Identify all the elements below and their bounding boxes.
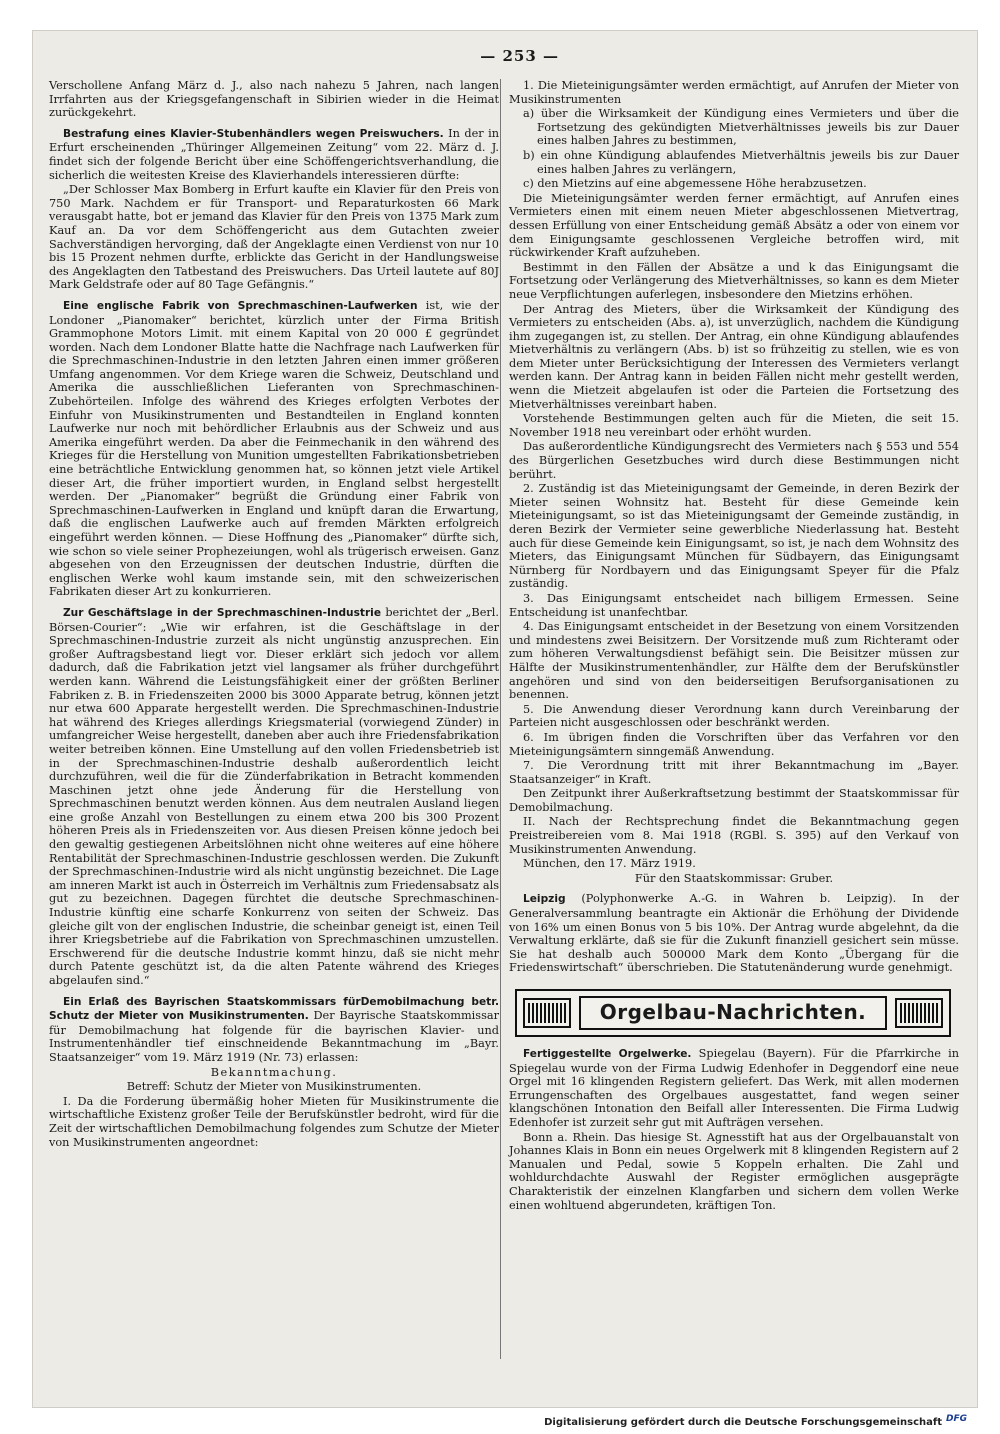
- paragraph: Vorstehende Bestimmungen gelten auch für die Mieten, die seit 15. November 1918 neu vereinbart oder erhöht wurden.: [509, 412, 959, 439]
- ornament-icon: [895, 998, 943, 1028]
- article-text: In der in Erfurt erscheinenden „Thüringer Allgemeinen Zeitung“ vom 22. März d. J. findet sich der folgende Bericht über eine Schöffengerichtsverhandlung, die sicherlich die weitesten Kreise des Klavierhandels interessieren dürfte:: [49, 126, 499, 182]
- list-item: c) den Mietzins auf eine abgemessene Höhe herabzusetzen.: [523, 177, 867, 191]
- article-heading: Zur Geschäftslage in der Sprechmaschinen-Industrie: [63, 606, 381, 619]
- scanned-page: [32, 30, 978, 1408]
- paragraph: Das außerordentliche Kündigungsrecht des Vermieters nach § 553 und 554 des Bürgerlichen Gesetzbuches wird durch diese Bestimmungen nicht berührt.: [509, 440, 959, 481]
- article-erlass: [49, 995, 499, 1065]
- paragraph: Der Antrag des Mieters, über die Wirksamkeit der Kündigung des Vermieters zu entscheiden (Abs. a), ist unverzüglich, nachdem die Kündigung ihm zugegangen ist, zu stellen. Der Antrag, ein ohne Kündigung ablaufendes Mietverhältnis zu verlängern (Abs. b) ist so frühzeitig zu stellen, wie es von dem Mieter unter Berücksichtigung der Interessen des Vermieters verlangt werden kann. Der Antrag kann in beiden Fällen nicht mehr gestellt werden, wenn die Mietzeit abgelaufen ist oder die Parteien die Fortsetzung des Mietverhältnisses vereinbart haben.: [509, 302, 959, 411]
- paragraph: 5. Die Anwendung dieser Verordnung kann durch Vereinbarung der Parteien nicht ausgeschlossen oder beschränkt werden.: [509, 702, 959, 730]
- column-divider: [500, 79, 501, 1359]
- paragraph: 6. Im übrigen finden die Vorschriften über das Verfahren vor den Mieteinigungsämtern sinngemäß Anwendung.: [509, 730, 959, 758]
- section-title: Orgelbau-Nachrichten.: [579, 996, 887, 1030]
- paragraph: 7. Die Verordnung tritt mit ihrer Bekanntmachung im „Bayer. Staatsanzeiger“ in Kraft.: [509, 759, 959, 786]
- dfg-logo: DFG: [946, 1414, 968, 1424]
- page-number: — 253 —: [480, 47, 559, 65]
- digitization-credit: Digitalisierung gefördert durch die Deutsche Forschungsgemeinschaft: [544, 1417, 942, 1428]
- paragraph: 2. Zuständig ist das Mieteinigungsamt der Gemeinde, in deren Bezirk der Mieter seinen Wohnsitz hat. Besteht für diese Gemeinde kein Mieteinigungsamt, so ist das Mieteinigungsamt der Gemeinde zuständig, in deren Bezirk der Vermieter seine gewerbliche Niederlassung hat. Besteht auch für diese Gemeinde kein Einigungsamt, so ist, je nach dem Wohnsitz des Mieters, das Einigungsamt München für Südbayern, das Einigungsamt Nürnberg für Nordbayern und das Einigungsamt Speyer für die Pfalz zuständig.: [509, 482, 959, 591]
- article-heading: Leipzig: [523, 893, 566, 906]
- left-column: [49, 79, 499, 1150]
- paragraph: Bestimmt in den Fällen der Absätze a und k das Einigungsamt die Fortsetzung oder Verlängerung des Mietverhältnisses, so kann es dem Mieter neue Verpflichtungen auferlegen, insbesondere den Mietzins erhöhen.: [509, 260, 959, 301]
- paragraph: Verschollene Anfang März d. J., also nach nahezu 5 Jahren, nach langen Irrfahrten aus der Kriegsgefangenschaft in Sibirien wieder in die Heimat zurückgekehrt.: [49, 79, 499, 120]
- paragraph: I. Da die Forderung übermäßig hoher Mieten für Musikinstrumente die wirtschaftliche Existenz großer Teile der Berufskünstler bedroht, wird für die Zeit der wirtschaftlichen Demobilmachung folgendes zum Schutze der Mieter von Musikinstrumenten angeordnet:: [49, 1094, 499, 1149]
- paragraph: II. Nach der Rechtsprechung findet die Bekanntmachung gegen Preistreibereien vom 8. Mai 1918 (RGBl. S. 395) auf den Verkauf von Musikinstrumenten Anwendung.: [509, 815, 959, 856]
- article-heading: Ein Erlaß des Bayrischen Staatskommissars fürDemobilmachung betr. Schutz der Mieter von Musikinstrumenten.: [49, 995, 499, 1023]
- article-text: Spiegelau (Bayern). Für die Pfarrkirche in Spiegelau wurde von der Firma Ludwig Edenhofer in Deggendorf eine neue Orgel mit 16 klingenden Registern geliefert. Das Werk, mit allen modernen Errungenschaften des Orgelbaues ausgestattet, fand wegen seiner klangschönen Intonation den Beifall aller Interessenten. Die Firma Ludwig Edenhofer ist zurzeit sehr gut mit Aufträgen versehen.: [509, 1047, 959, 1129]
- article-heading: Bestrafung eines Klavier-Stubenhändlers wegen Preiswuchers.: [63, 127, 444, 140]
- article-englische-fabrik: [49, 299, 499, 599]
- paragraph: Bonn a. Rhein. Das hiesige St. Agnesstift hat aus der Orgelbauanstalt von Johannes Klais in Bonn ein neues Orgelwerk mit 8 klingenden Registern auf 2 Manualen und Pedal, sowie 5 Koppeln erhalten. Die Zahl und wohldurchdachte Auswahl der Register ermöglichen ausgeprägte Charakteristik der einzelnen Klangfarben und sichern dem vollen Werke einen wohltuend abgerundeten, kräftigen Ton.: [509, 1130, 959, 1212]
- signature-line: Für den Staatskommissar: Gruber.: [634, 871, 834, 885]
- article-orgelwerke: [509, 1047, 959, 1130]
- article-heading: Fertiggestellte Orgelwerke.: [523, 1048, 692, 1060]
- article-klavier-preiswucher: [49, 127, 499, 182]
- paragraph: 3. Das Einigungsamt entscheidet nach billigem Ermessen. Seine Entscheidung ist unanfechtbar.: [509, 591, 959, 619]
- article-leipzig: [509, 892, 959, 975]
- article-text: ist, wie der Londoner „Pianomaker“ berichtet, kürzlich unter der Firma British Grammophone Motors Limit. mit einem Kapital von 20 000 £ gegründet worden. Nach dem Londoner Blatte hatte die Nachfrage nach Laufwerken für die Sprechmaschinen-Industrie in den letzten Jahren einen immer größeren Umfang angenommen. Vor dem Kriege waren die Schweiz, Deutschland und Amerika die ausschließlichen Lieferanten von Sprechmaschinen-Zubehörteilen. Infolge des während des Krieges erfolgten Verbotes der Einfuhr von Musikinstrumenten und Bestandteilen in England konnten Laufwerke nur noch mit behördlicher Erlaubnis aus der Schweiz und aus Amerika eingeführt werden. Da aber die Feinmechanik in den während des Krieges für die Herstellung von Munition umgestellten Fabrikationsbetrieben eine beträchtliche Entwicklung genommen hat, so können jetzt viele Artikel dieser Art, die früher importiert wurden, in England selbst hergestellt werden. Der „Pianomaker“ begrüßt die Gründung einer Fabrik von Sprechmaschinen-Laufwerken in England und knüpft daran die Erwartung, daß die englischen Laufwerke auch auf fremden Märkten erfolgreich eingeführt werden können. — Diese Hoffnung des „Pianomaker“ dürfte sich, wie schon so viele seiner Prophezeiungen, wohl als trügerisch erweisen. Ganz abgesehen von den Erzeugnissen der deutschen Industrie, dürften die englischen Werke wohl kaum imstande sein, mit den schweizerischen Fabrikaten dieser Art zu konkurrieren.: [49, 298, 499, 599]
- article-text: Der Bayrische Staatskommissar für Demobilmachung hat folgende für die bayrischen Klavier- und Instrumentenhändler tief einschneidende Bekanntmachung im „Bayr. Staatsanzeiger“ vom 19. März 1919 (Nr. 73) erlassen:: [49, 1009, 500, 1064]
- paragraph: 1. Die Mieteinigungsämter werden ermächtigt, auf Anrufen der Mieter von Musikinstrumenten: [509, 79, 959, 106]
- paragraph: Die Mieteinigungsämter werden ferner ermächtigt, auf Anrufen eines Vermieters einen mit einem neuen Mieter abgeschlossenen Mietvertrag, dessen Erfüllung von einer Entscheidung gemäß Absätz a oder von einem vor dem Einigungsamte geschlossenen Vergleiche betroffen wird, mit rückwirkender Kraft aufzuheben.: [509, 191, 959, 260]
- right-column: [509, 79, 959, 1213]
- dateline: München, den 17. März 1919.: [523, 857, 696, 871]
- article-text: (Polyphonwerke A.-G. in Wahren b. Leipzig). In der Generalversammlung beantragte ein Aktionär die Erhöhung der Dividende von 16% um einen Bonus von 5 bis 10%. Der Antrag wurde abgelehnt, da die Verwaltung erklärte, daß sie für die Zukunft finanziell gesichert sein müsse. Sie hat deshalb auch 500000 Mark dem Konto „Übergang für die Friedenswirtschaft“ überschrieben. Die Statutenänderung wurde genehmigt.: [509, 892, 959, 975]
- section-banner: [515, 989, 951, 1037]
- ornament-icon: [523, 998, 571, 1028]
- article-heading: Eine englische Fabrik von Sprechmaschinen-Laufwerken: [63, 299, 418, 312]
- paragraph: 4. Das Einigungsamt entscheidet in der Besetzung von einem Vorsitzenden und mindestens zwei Beisitzern. Der Vorsitzende muß zum Richteramt oder zum höheren Verwaltungsdienst befähigt sein. Die Beisitzer müssen zur Hälfte der Musikinstrumentenhändler, zur Hälfte dem der Berufskünstler angehören und sind von den beiderseitigen Berufsorganisationen zu benennen.: [509, 620, 959, 702]
- paragraph: Den Zeitpunkt ihrer Außerkraftsetzung bestimmt der Staatskommissar für Demobilmachung.: [509, 787, 959, 814]
- article-text: berichtet der „Berl. Börsen-Courier“: „Wie wir erfahren, ist die Geschäftslage in der Sprechmaschinen-Industrie zurzeit als nicht ungünstig anzusprechen. Ein großer Auftragsbestand liegt vor. Dieser erklärt sich jedoch vor allem dadurch, daß die Fabrikation jetzt viel langsamer als früher durchgeführt werden kann. Während die Leistungsfähigkeit einer der größten Berliner Fabriken z. B. in Friedenszeiten 2000 bis 3000 Apparate betrug, können jetzt nur etwa 600 Apparate hergestellt werden. Die Sprechmaschinen-Industrie hat während des Krieges allerdings Kriegsmaterial (vorwiegend Zünder) in umfangreicher Weise hergestellt, daneben aber auch ihre Friedensfabrikation weiter betreiben können. Eine Umstellung auf den vollen Friedensbetrieb ist in der Sprechmaschinen-Industrie deshalb außerordentlich leicht durchzuführen, weil die für die Zünderfabrikation in Betracht kommenden Maschinen jetzt ohne jede Änderung für die Herstellung von Sprechmaschinen benutzt werden können. Aus dem neutralen Ausland liegen eine große Anzahl von Bestellungen zu einem etwa 200 bis 300 Prozent höheren Preis als in Friedenszeiten vor. Aus diesen Preisen könne jedoch bei den gewaltig gestiegenen Arbeitslöhnen nicht ohne weiteres auf eine höhere Rentabilität der Sprechmaschinen-Industrie geschlossen werden. Die Zukunft der Sprechmaschinen-Industrie wird als nicht ungünstig bezeichnet. Die Lage am inneren Markt ist auch in Österreich im Verhältnis zum Friedensabsatz als gut zu bezeichnen. Dagegen fürchtet die deutsche Sprechmaschinen-Industrie künftig eine scharfe Konkurrenz von seiten der Schweiz. Das gleiche gilt von der englischen Industrie, die scheinbar geneigt ist, einen Teil ihrer Kriegsbetriebe auf die Fabrikation von Sprechmaschinen umzustellen. Erschwerend für die deutsche Industrie kommt hinzu, daß sie nicht mehr durch Patente geschützt ist, da die alten Patente während des Krieges abgelaufen sind.“: [49, 605, 499, 987]
- list-item: b) ein ohne Kündigung ablaufendes Mietverhältnis jeweils bis zur Dauer eines halben Jahres zu verlängern,: [523, 148, 959, 176]
- paragraph: „Der Schlosser Max Bomberg in Erfurt kaufte ein Klavier für den Preis von 750 Mark. Nachdem er für Transport- und Reparaturkosten 66 Mark verausgabt hatte, bot er jemand das Klavier für den Preis von 1375 Mark zum Kauf an. Da vor dem Schöffengericht aus dem Gutachten zweier Sachverständigen hervorging, daß der Angeklagte einen Verdienst von nur 10 bis 15 Prozent nehmen durfte, erblickte das Gericht in der Handlungsweise des Angeklagten den Tatbestand des Preiswuchers. Das Urteil lautete auf 80J Mark Geldstrafe oder auf 80 Tage Gefängnis.“: [49, 183, 499, 292]
- list-item: a) über die Wirksamkeit der Kündigung eines Vermieters und über die Fortsetzung des gekündigten Mietverhältnisses jeweils bis zur Dauer eines halben Jahres zu bestimmen,: [523, 107, 959, 148]
- notice-title: Bekanntmachung.: [210, 1065, 338, 1079]
- article-geschaeftslage: [49, 606, 499, 988]
- notice-subject: Betreff: Schutz der Mieter von Musikinstrumenten.: [126, 1080, 422, 1094]
